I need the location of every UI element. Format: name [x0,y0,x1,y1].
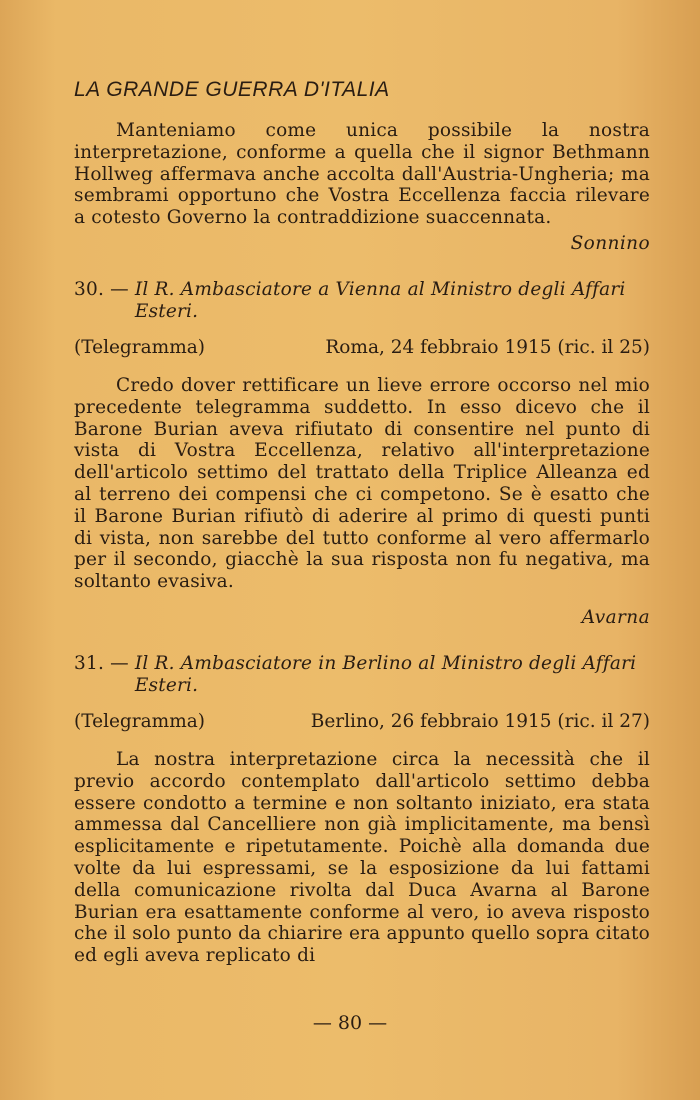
document-title: Il R. Ambasciatore a Vienna al Ministro degli Affari Esteri. [134,278,626,322]
document-paragraph-30: Credo dover rettificare un lieve errore occorso nel mio precedente telegramma suddetto. In esso dicevo che il Barone Burian aveva rifiutato di consentire nel punto di vista di Vostra Eccellenza, relativo all'interpretazione dell'articolo settimo del trattato della Triplice Alleanza ed al terreno dei compensi che ci competono. Se è esatto che il Barone Burian rifiutò di aderire al primo di questi punti di vista, non sarebbe del tutto conforme al vero affermarlo per il secondo, giacchè la sua risposta non fu negativa, ma soltanto evasiva. [74,374,650,593]
document-number: 31. — [74,652,129,674]
document-title: Il R. Ambasciatore in Berlino al Ministro degli Affari Esteri. [134,652,637,696]
signature-avarna: Avarna [581,606,650,628]
document-type: (Telegramma) [74,336,205,358]
document-meta-30 [74,337,650,359]
page-number: — 80 — [312,1012,388,1034]
running-head: LA GRANDE GUERRA D'ITALIA [74,78,390,101]
document-number: 30. — [74,278,129,300]
document-type: (Telegramma) [74,710,205,732]
document-heading-31 [74,653,650,697]
document-place-date: Roma, 24 febbraio 1915 (ric. il 25) [325,336,650,358]
document-paragraph-31: La nostra interpretazione circa la necessità che il previo accordo contemplato dall'articolo settimo debba essere condotto a termine e non soltanto iniziato, era stata ammessa dal Cancelliere non già implicitamente, ma bensì esplicitamente e ripetutamente. Poichè alla domanda due volte da lui espressami, se la esposizione da lui fattami della comunicazione rivolta dal Duca Avarna al Barone Burian era esattamente conforme al vero, io aveva risposto che il solo punto da chiarire era appunto quello sopra citato ed egli aveva replicato di [74,748,650,967]
document-place-date: Berlino, 26 febbraio 1915 (ric. il 27) [310,710,650,732]
page-content [74,76,650,967]
document-heading-30 [74,279,650,323]
intro-paragraph: Manteniamo come unica possibile la nostra interpretazione, conforme a quella che il signor Bethmann Hollweg affermava anche accolta dall'Austria-Ungheria; ma sembrami opportuno che Vostra Eccellenza faccia rilevare a cotesto Governo la contraddizione suaccennata. [74,120,650,229]
signature-sonnino: Sonnino [570,232,650,254]
document-meta-31 [74,711,650,733]
